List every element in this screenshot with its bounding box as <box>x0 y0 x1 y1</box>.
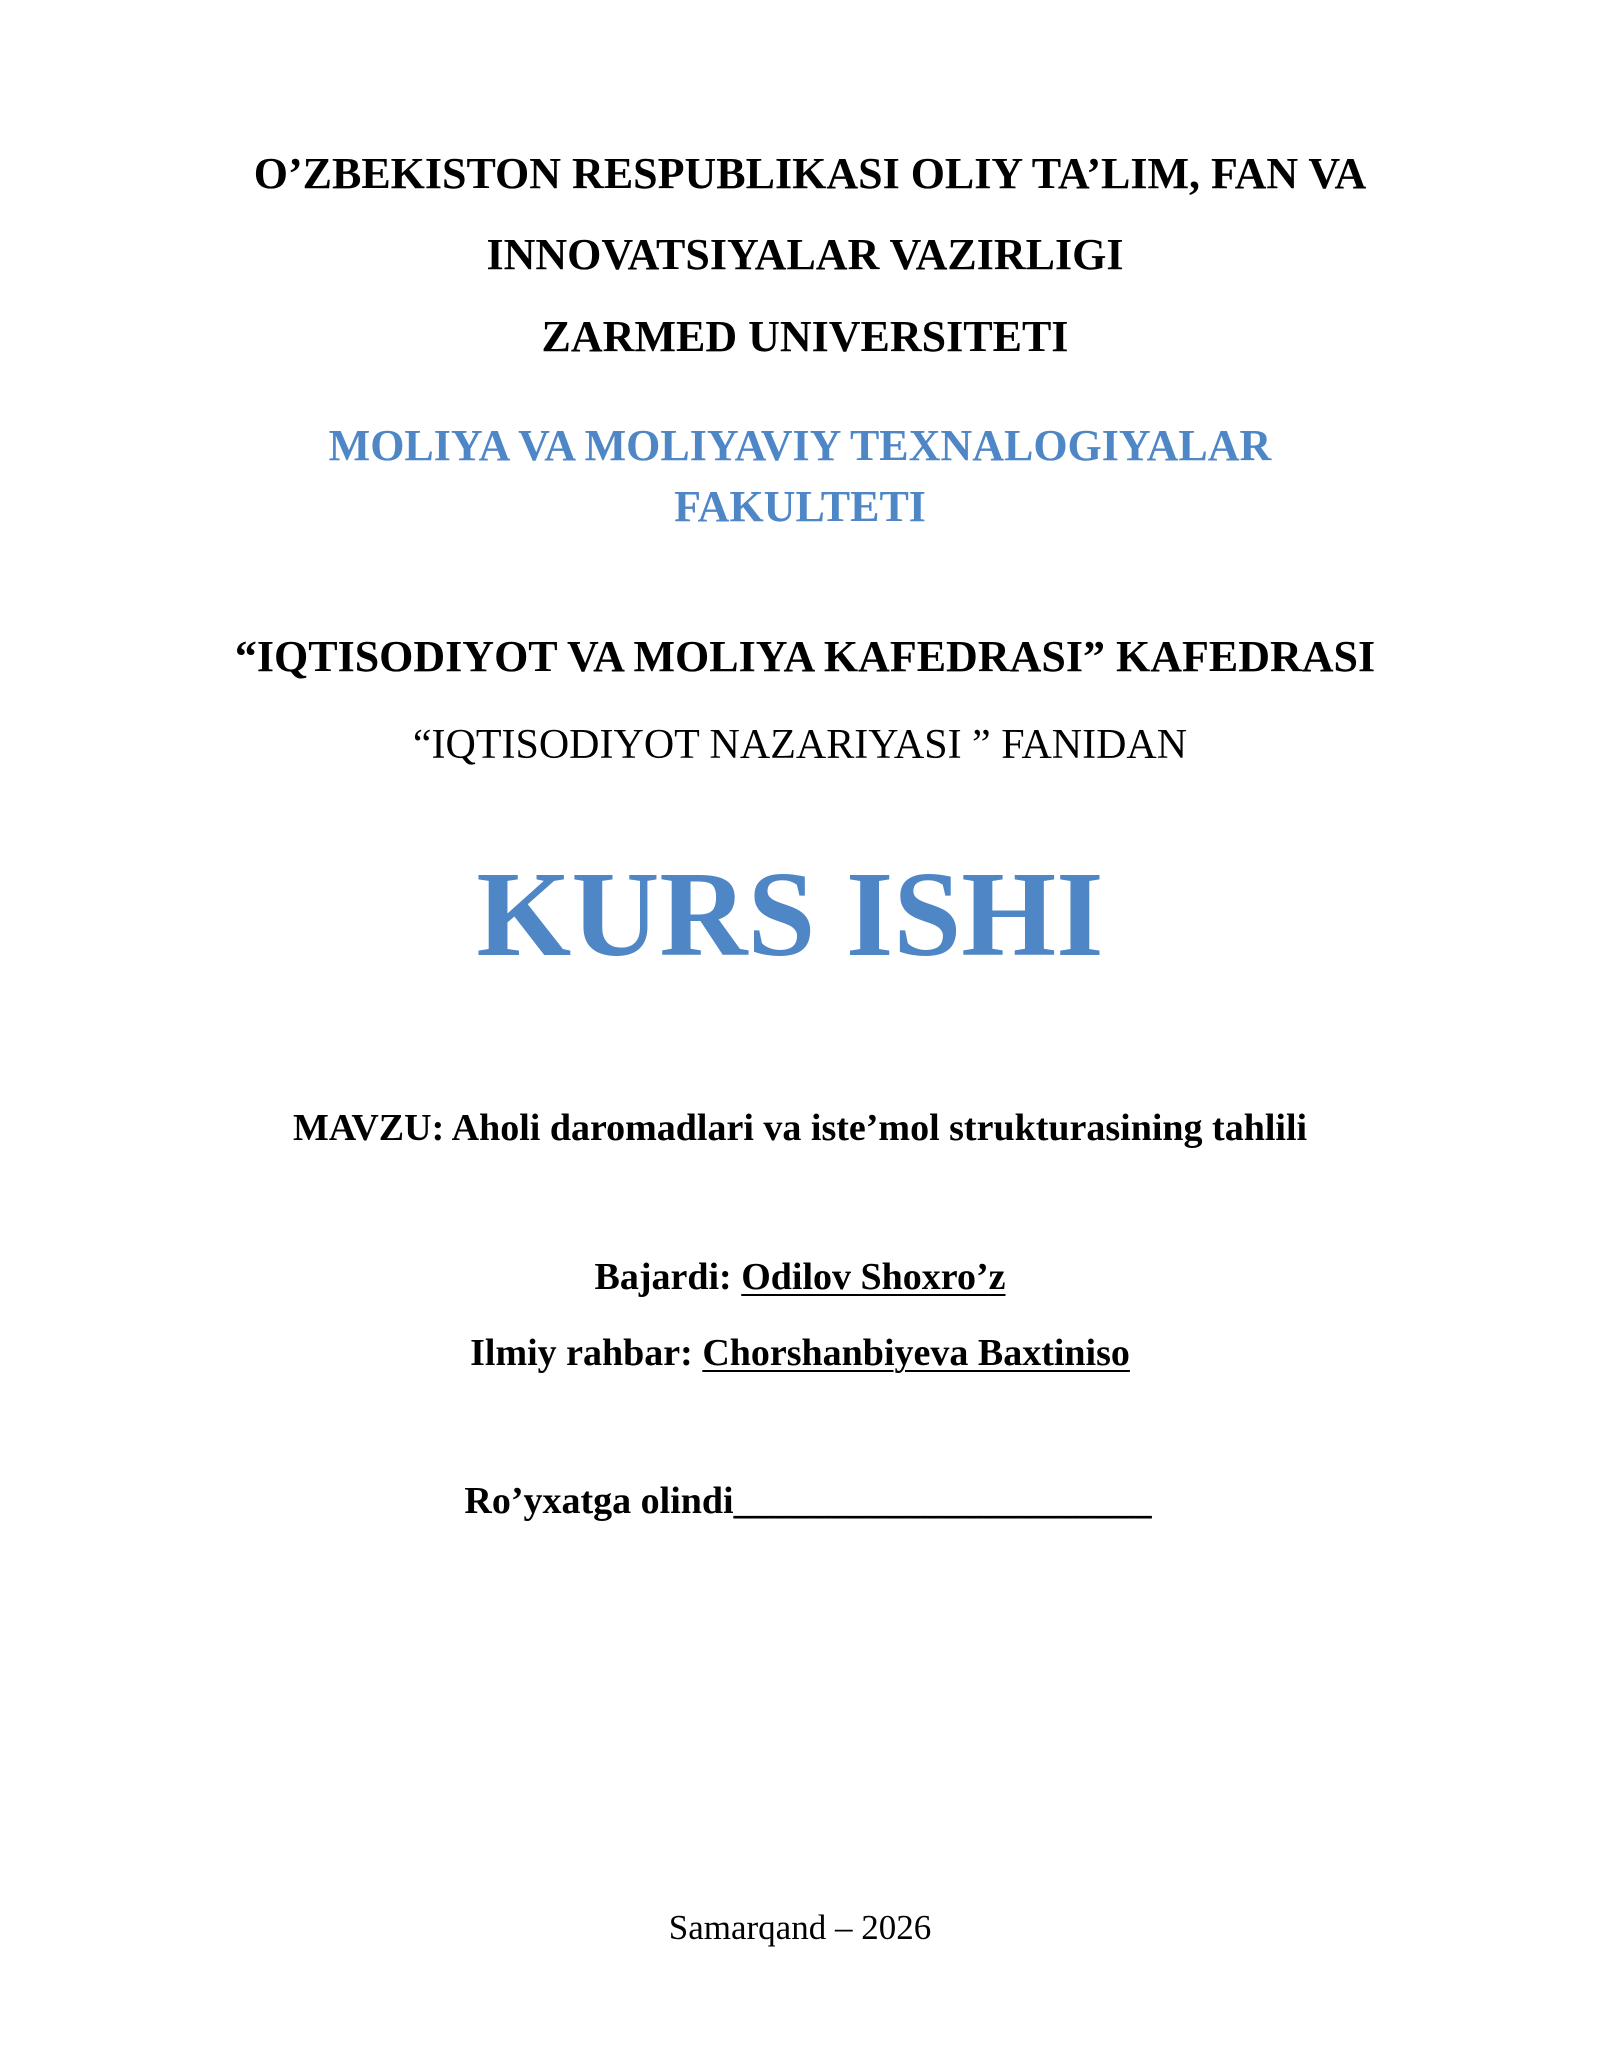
performer-label: Bajardi: <box>594 1256 742 1298</box>
supervisor-label: Ilmiy rahbar: <box>470 1332 703 1374</box>
performer-name: Odilov Shoxro’z <box>741 1256 1006 1298</box>
ministry-title-line-2: INNOVATSIYALAR VAZIRLIGI <box>486 230 1124 279</box>
university-name: ZARMED UNIVERSITETI <box>541 312 1069 361</box>
faculty-name-line-2: FAKULTETI <box>674 482 926 531</box>
subject-name: “IQTISODIYOT NAZARIYASI ” FANIDAN <box>412 722 1188 768</box>
department-name: “IQTISODIYOT VA MOLIYA KAFEDRASI” KAFEDRASI <box>234 632 1376 681</box>
registration-line <box>0 1479 1600 1523</box>
registration-blank: ______________________ <box>733 1480 1152 1522</box>
registration-label: Ro’yxatga olindi <box>464 1480 734 1522</box>
supervisor-name: Chorshanbiyeva Baxtiniso <box>702 1332 1130 1374</box>
topic-line: MAVZU: Aholi daromadlari va iste’mol strukturasining tahlili <box>292 1107 1308 1149</box>
supervisor-line <box>0 1331 1600 1375</box>
performer-line <box>0 1255 1600 1299</box>
document-type-title: KURS ISHI <box>476 847 1104 982</box>
faculty-name-line-1: MOLIYA VA MOLIYAVIY TEXNALOGIYALAR <box>328 421 1272 470</box>
ministry-title-line-1: O’ZBEKISTON RESPUBLIKASI OLIY TA’LIM, FAN VA <box>253 149 1367 198</box>
city-year-footer: Samarqand – 2026 <box>668 1908 932 1947</box>
